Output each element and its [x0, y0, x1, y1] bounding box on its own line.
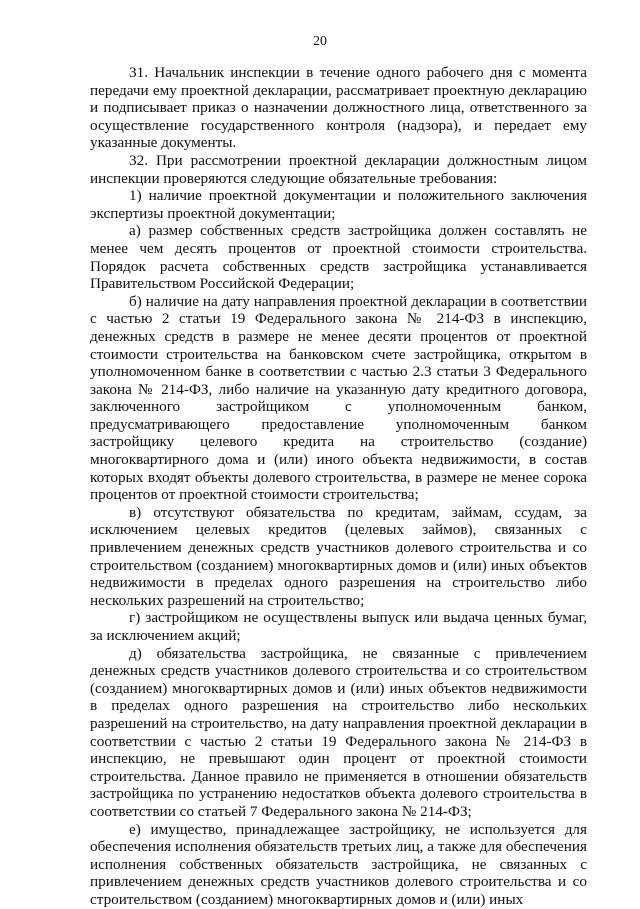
paragraph-item-g: г) застройщиком не осуществлены выпуск или выдача ценных бумаг, за исключением акций;: [90, 609, 587, 644]
paragraph-item-v: в) отсутствуют обязательства по кредитам, займам, ссудам, за исключением целевых кредитов (целевых займов), связанных с привлечением денежных средств участников долевого строительства и со строительством (созданием) многоквартирных домов и (или) иных объектов недвижимости в пределах одного разрешения на строительство либо нескольких разрешений на строительство;: [90, 503, 587, 609]
paragraph-item-b: б) наличие на дату направления проектной декларации в соответствии с частью 2 статьи 19 Федерального закона № 214-ФЗ в инспекцию, денежных средств в размере не менее десяти процентов от проектной стоимости строительства на банковском счете застройщика, открытом в уполномоченном банке в соответствии с частью 2.3 статьи 3 Федерального закона № 214-ФЗ, либо наличие на указанную дату кредитного договора, заключенного застройщиком с уполномоченным банком, предусматривающего предоставление уполномоченным банком застройщику целевого кредита на строительство (создание) многоквартирного дома и (или) иного объекта недвижимости, в состав которых входят объекты долевого строительства, в размере не менее сорока процентов от проектной стоимости строительства;: [90, 292, 587, 504]
document-body: [90, 64, 587, 909]
paragraph-item-e: е) имущество, принадлежащее застройщику, не используется для обеспечения исполнения обязательств третьих лиц, а также для обеспечения исполнения собственных обязательств застройщика, не связанных с привлечением денежных средств участников долевого строительства и со строительством (созданием) многоквартирных домов и (или) иных: [90, 820, 587, 908]
page-number: 20: [313, 34, 327, 49]
paragraph-32: 32. При рассмотрении проектной декларации должностным лицом инспекции проверяются следующие обязательные требования:: [90, 151, 587, 187]
paragraph-31: 31. Начальник инспекции в течение одного рабочего дня с момента передачи ему проектной декларации, рассматривает проектную декларацию и подписывает приказ о назначении должностного лица, ответственного за осуществление государственного контроля (надзора), и передает ему указанные документы.: [90, 64, 587, 152]
paragraph-item-1: 1) наличие проектной документации и положительного заключения экспертизы проектной документации;: [90, 187, 587, 222]
paragraph-item-d: д) обязательства застройщика, не связанные с привлечением денежных средств участников долевого строительства и со строительством (созданием) многоквартирных домов и (или) иных объектов недвижимости в пределах одного разрешения на строительство либо нескольких разрешений на строительство, на дату направления проектной декларации в соответствии с частью 2 статьи 19 Федерального закона № 214-ФЗ в инспекцию, не превышают один процент от проектной стоимости строительства. Данное правило не применяется в отношении обязательств застройщика по устранению недостатков объекта долевого строительства в соответствии со статьей 7 Федерального закона № 214-ФЗ;: [90, 644, 587, 820]
paragraph-item-a: а) размер собственных средств застройщика должен составлять не менее чем десять процентов от проектной стоимости строительства. Порядок расчета собственных средств застройщика устанавливается Правительством Российской Федерации;: [90, 222, 587, 293]
